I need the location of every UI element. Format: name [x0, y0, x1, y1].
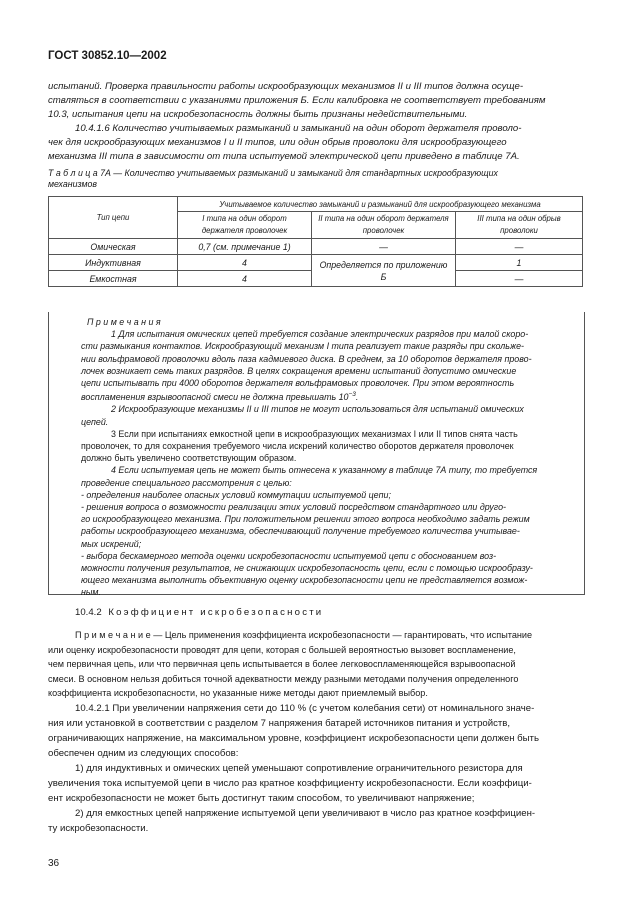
note-2 — [81, 403, 571, 427]
note-line: должно быть увеличено соответствующим образом. — [81, 453, 297, 464]
text-line: обеспечен одним из следующих способов: — [48, 748, 239, 759]
note-text: Цель применения коэффициента искробезопасности — гарантировать, что испытание — [164, 630, 533, 640]
section-10-4-1-6 — [48, 122, 583, 164]
note-line: - выбора бескамерного метода оценки искробезопасности испытуемой цепи с обоснованием воз- — [81, 550, 497, 561]
page-number: 36 — [48, 858, 60, 869]
cell-type: Индуктивная — [49, 255, 178, 271]
text-line: смеси. В основном нельзя добиться точной адекватности между разными методами получения определенного — [48, 673, 519, 684]
header-type-3: III типа на один обрыв проволоки — [456, 212, 583, 239]
table-row — [49, 255, 583, 271]
note-1 — [81, 328, 571, 403]
section-number: 10.4.2 — [75, 607, 102, 618]
note-line: го искрообразующего механизма. При положительном решении этого вопроса необходимо задать режим — [81, 514, 530, 525]
note-4 — [81, 464, 571, 598]
note-line: проведение специального рассмотрения с целью: — [81, 477, 292, 488]
text-line: ент искробезопасности не может быть достигнут таким способом, то увеличивают напряжение; — [48, 793, 475, 804]
note-line: ющего механизма выполнить объективную оценку искробезопасности цепи не представляется возмож- — [81, 575, 528, 586]
note-text: воспламенения взрывоопасной смеси не должна превышать 10 — [81, 392, 349, 403]
note-line: 1 Для испытания омических цепей требуется создание электрических разрядов при малой скоро- — [111, 329, 529, 340]
cell-type-3: — — [456, 271, 583, 287]
text-line: ствляться в соответствии с указаниями приложения Б. Если калибровка не соответствует требованиям — [48, 95, 546, 106]
section-10-4-2-1 — [48, 701, 583, 836]
document-header: ГОСТ 30852.10—2002 — [48, 50, 167, 62]
note-line: 4 Если испытуемая цепь не может быть отнесена к указанному в таблице 7А типу, то требуется — [111, 465, 538, 476]
text-line: ограничивающих напряжение, на максимальном уровне, коэффициент искробезопасности цепи должен быть — [48, 733, 539, 744]
intro-paragraph — [48, 80, 583, 122]
note-line: ным. — [81, 587, 101, 598]
text-line: 1) для индуктивных и омических цепей уменьшают сопротивление ограничительного резистора для — [75, 763, 523, 774]
cell-type-3: — — [456, 239, 583, 255]
section-10-4-2-note — [48, 628, 583, 701]
text-line: ту искробезопасности. — [48, 823, 149, 834]
table-caption — [48, 168, 583, 190]
cell-type-3: 1 — [456, 255, 583, 271]
note-text: . — [355, 392, 359, 403]
section-10-4-2-heading — [48, 606, 583, 620]
cell-type-2: — — [312, 239, 456, 255]
header-group: Учитываемое количество замыканий и размыканий для искрообразующего механизма — [178, 197, 583, 212]
caption-line: Т а б л и ц а 7А — Количество учитываемых размыканий и замыканий для стандартных искрообразующих — [48, 168, 498, 178]
text-line: коэффициента искробезопасности, но указанные ниже методы дают приемлемый выбор. — [48, 688, 428, 698]
table-notes — [81, 316, 571, 599]
caption-line: механизмов — [48, 179, 97, 189]
note-line — [81, 389, 571, 403]
note-line: 2 Искрообразующие механизмы II и III типов не могут использоваться для испытаний омических — [111, 404, 524, 415]
cell-type-1: 4 — [178, 271, 312, 287]
note-line: мых искрений; — [81, 538, 142, 549]
cell-type-1: 4 — [178, 255, 312, 271]
note-line: сти размыкания контактов. Искрообразующий механизм I типа реализует такие разряды при скольже- — [81, 341, 524, 352]
text-line: испытаний. Проверка правильности работы искрообразующих механизмов II и III типов должна осуще- — [48, 81, 524, 92]
note-line: 3 Если при испытаниях емкостной цепи в искрообразующих механизмах I или II типов снята часть — [111, 428, 518, 439]
cell-type: Омическая — [49, 239, 178, 255]
note-line: проволочек, то для сохранения требуемого числа искрений количество оборотов держателя проволочек — [81, 441, 514, 451]
text-line: чем первичная цепь, или что первичная цепь испытывается в более легковоспламеняющейся взрывоопасной — [48, 659, 516, 669]
note-3 — [81, 428, 571, 465]
note-line: можности получения результатов, не снижающих искробезопасность цепи, если с помощью искрообразу- — [81, 563, 533, 574]
text-line: 10.4.1.6 Количество учитываемых размыканий и замыканий на один оборот держателя проволо- — [75, 123, 522, 134]
text-line: чек для искрообразующих механизмов I и II типов, или один обрыв проволоки для искрообразующего — [48, 137, 507, 148]
exponent: −3 — [348, 391, 356, 399]
header-type-1: I типа на один оборот держателя проволочек — [178, 212, 312, 239]
note-line: - решения вопроса о возможности реализации этих условий посредством стандартного или друго- — [81, 502, 506, 513]
notes-title: П р и м е ч а н и я — [87, 317, 161, 327]
text-line: увеличения тока испытуемой цепи в число раз кратное коэффициенту искробезопасности. Если коэффици- — [48, 778, 532, 789]
header-circuit-type: Тип цепи — [49, 197, 178, 239]
cell-type-2-merged: Определяется по приложению Б — [312, 255, 456, 287]
text-line: ния или установкой в соответствии с разделом 7 напряжения батарей источников питания и устройств, — [48, 718, 511, 729]
note-line: лочек возникает семь таких разрядов. В целях сокращения времени испытаний допустимо омические — [81, 365, 517, 376]
note-line: работы искрообразующего механизма, обеспечивающий получение требуемого количества учитывае- — [81, 526, 520, 537]
cell-type-1: 0,7 (см. примечание 1) — [178, 239, 312, 255]
note-line: нии вольфрамовой проволочки вдоль паза кадмиевого диска. В среднем, за 10 оборотов держателя прово- — [81, 353, 532, 364]
text-line: 10.4.2.1 При увеличении напряжения сети до 110 % (с учетом колебания сети) от номинального значе- — [75, 703, 535, 714]
table-7a — [48, 196, 583, 287]
note-label: П р и м е ч а н и е — — [75, 630, 163, 640]
text-line: механизма III типа в зависимости от типа испытуемой электрической цепи приведено в таблице 7А. — [48, 151, 520, 162]
table-row — [49, 239, 583, 255]
text-line — [48, 628, 583, 643]
cell-type: Емкостная — [49, 271, 178, 287]
header-type-2: II типа на один оборот держателя проволочек — [312, 212, 456, 239]
note-line: - определения наиболее опасных условий коммутации испытуемой цепи; — [81, 489, 391, 500]
text-line: 2) для емкостных цепей напряжение испытуемой цепи увеличивают в число раз кратное коэффициен- — [75, 808, 536, 819]
text-line: 10.3, испытания цепи на искробезопасность должны быть признаны недействительными. — [48, 109, 468, 120]
note-line: цепей. — [81, 416, 109, 427]
text-line: или оценку искробезопасности проводят для цепи, которая с большей вероятностью вызовет воспламенение, — [48, 644, 516, 655]
section-title: Коэффициент искробезопасности — [108, 607, 324, 618]
note-line: цепи испытывать при 4000 оборотов держателя вольфрамовых проволочек. При этом вероятность — [81, 378, 515, 389]
